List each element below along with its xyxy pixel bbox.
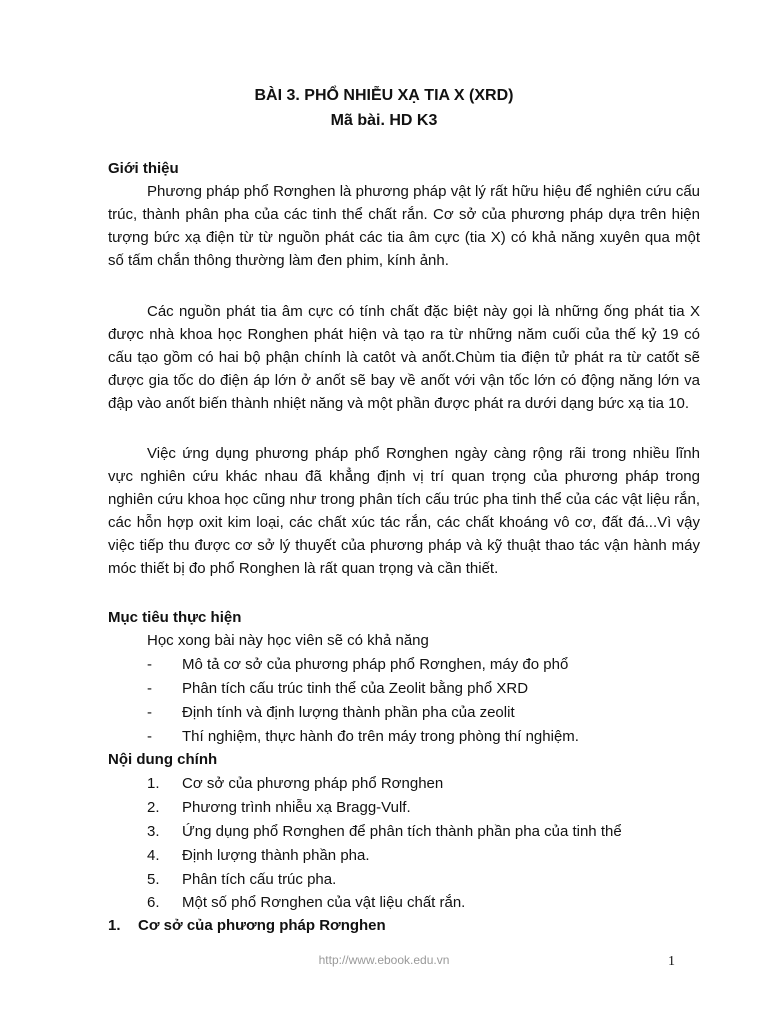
- content-item: Cơ sở của phương pháp phổ Rơnghen: [182, 775, 444, 792]
- intro-paragraph-1: Phương pháp phổ Rơnghen là phương pháp vật lý rất hữu hiệu để nghiên cứu cấu trúc, thành phân pha của các tinh thể chất rắn. Cơ sở của phương pháp dựa trên hiện tượng bức xạ điện từ từ nguồn phát các tia âm cực (tia X) có khả năng xuyên qua một số tấm chắn thông thường làm đen phim, kính ảnh.: [108, 183, 700, 269]
- objectives-intro: Học xong bài này học viên sẽ có khả năng: [147, 632, 429, 649]
- objective-item: Định tính và định lượng thành phần pha của zeolit: [182, 704, 515, 721]
- content-item: Định lượng thành phần pha.: [182, 847, 370, 864]
- list-marker: -: [147, 680, 152, 697]
- footer-url: http://www.ebook.edu.vn: [318, 953, 450, 967]
- content-item-number: 4.: [147, 847, 160, 864]
- content-item: Ứng dụng phổ Rơnghen để phân tích thành phần pha của tinh thể: [182, 823, 622, 840]
- page-number: 1: [668, 954, 675, 969]
- content-heading: Nội dung chính: [108, 751, 218, 768]
- section-1-heading: Cơ sở của phương pháp Rơnghen: [138, 917, 386, 934]
- objective-item: Mô tả cơ sở của phương pháp phổ Rơnghen, máy đo phổ: [182, 656, 569, 673]
- objective-item: Thí nghiệm, thực hành đo trên máy trong phòng thí nghiệm.: [182, 728, 579, 745]
- page-title: BÀI 3. PHỔ NHIỄU XẠ TIA X (XRD): [254, 87, 514, 104]
- list-marker: -: [147, 656, 152, 673]
- list-marker: -: [147, 728, 152, 745]
- content-item-number: 6.: [147, 894, 160, 911]
- content-item-number: 1.: [147, 775, 160, 792]
- content-item: Một số phổ Rơnghen của vật liệu chất rắn.: [182, 894, 466, 911]
- objectives-heading: Mục tiêu thực hiện: [108, 609, 242, 626]
- list-marker: -: [147, 704, 152, 721]
- intro-heading: Giới thiệu: [108, 160, 179, 177]
- content-item-number: 5.: [147, 871, 160, 888]
- intro-paragraph-3: Việc ứng dụng phương pháp phổ Rơnghen ngày càng rộng rãi trong nhiều lĩnh vực nghiên cứu khác nhau đã khẳng định vị trí quan trọng của phương pháp trong nghiên cứu khoa học cũng như trong phân tích cấu trúc pha tinh thể của các vật liệu rắn, các hỗn hợp oxit kim loại, các chất xúc tác rắn, các chất khoáng vô cơ, đất đá...Vì vậy việc tiếp thu được cơ sở lý thuyết của phương pháp và kỹ thuật thao tác vận hành máy móc thiết bị đo phổ Ronghen là rất quan trọng và cần thiết.: [108, 445, 700, 577]
- content-item: Phân tích cấu trúc pha.: [182, 871, 337, 888]
- intro-paragraph-2: Các nguồn phát tia âm cực có tính chất đặc biệt này gọi là những ống phát tia X được nhà khoa học Ronghen phát hiện và tạo ra từ những năm cuối của thế kỷ 19 có cấu tạo gồm có hai bộ phận chính là catôt và anốt.Chùm tia điện tử phát ra từ catốt sẽ được gia tốc do điện áp lớn ở anốt sẽ bay về anốt với vận tốc lớn có động năng lớn va đập vào anốt biến thành nhiệt năng và một phần được phát ra dưới dạng bức xạ tia 10.: [108, 303, 700, 412]
- section-1-number: 1.: [108, 917, 121, 934]
- content-item-number: 3.: [147, 823, 160, 840]
- content-item-number: 2.: [147, 799, 160, 816]
- lesson-code: Mã bài. HD K3: [330, 112, 438, 129]
- content-item: Phương trình nhiễu xạ Bragg-Vulf.: [182, 799, 411, 816]
- objective-item: Phân tích cấu trúc tinh thể của Zeolit bằng phổ XRD: [182, 680, 529, 697]
